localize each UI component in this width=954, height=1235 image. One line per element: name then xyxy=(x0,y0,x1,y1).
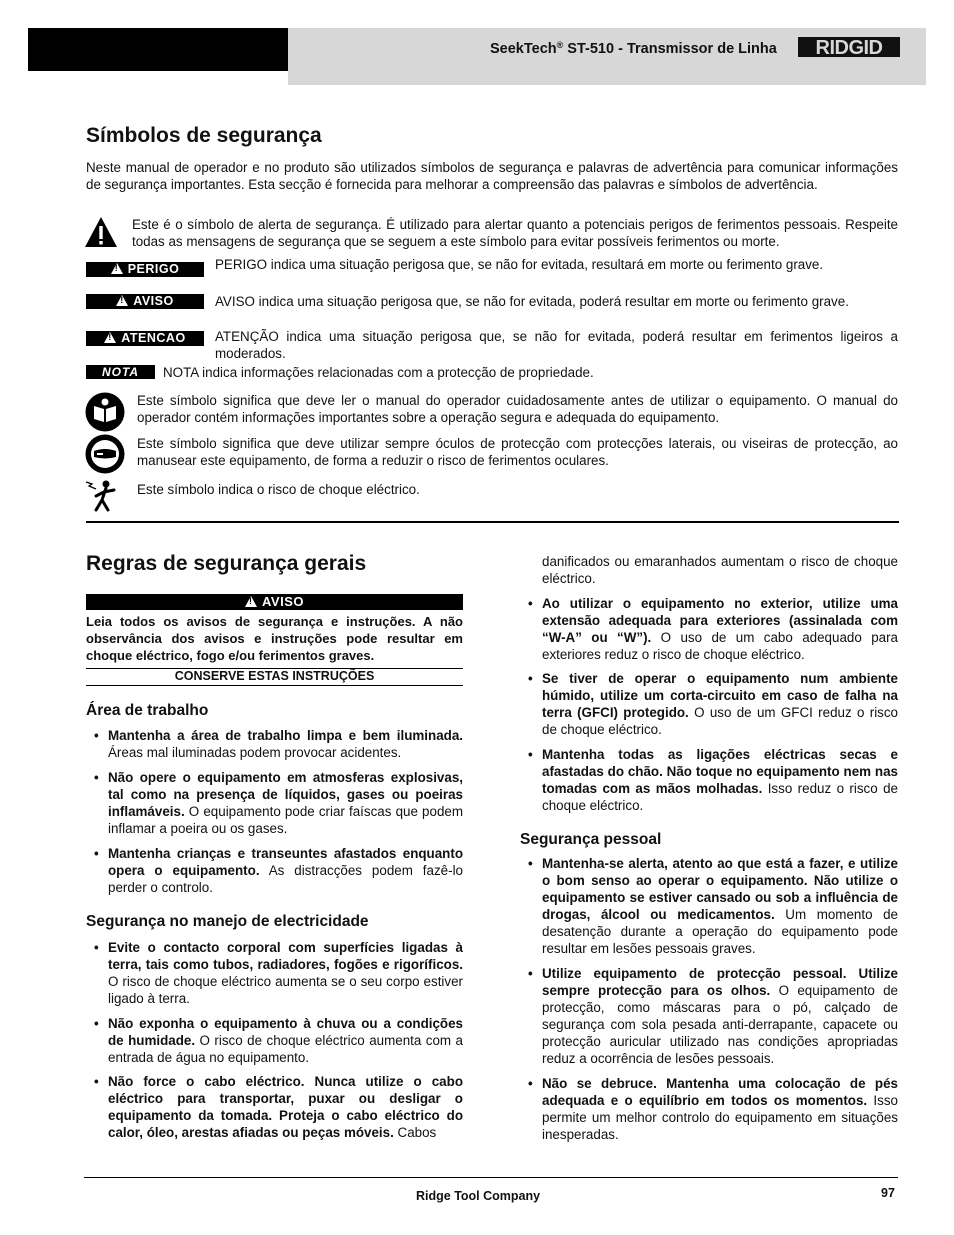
section-heading-symbols: Símbolos de segurança xyxy=(86,124,322,147)
list-item: • Mantenha-se alerta, atento ao que está a fazer, e utilize o bom senso ao operar o equipamento. Não utilize o equipamento se estiver cansado ou sob a influência de drogas, álcool ou medicamentos. Um momento de desatenção durante a operação do equipamento pode resultar em lesões pessoais graves. xyxy=(542,855,898,957)
section-divider xyxy=(86,521,899,523)
svg-text:RIDGID: RIDGID xyxy=(815,37,883,59)
continuation-text: danificados ou emaranhados aumentam o risco de choque eléctrico. xyxy=(542,554,898,586)
list-item: • Não opere o equipamento em atmosferas explosivas, tal como na presença de líquidos, gases ou poeiras inflamáveis. O equipamento pode criar faíscas que podem inflamar a poeira ou os gases. xyxy=(108,769,463,837)
eye-protection-icon xyxy=(85,434,125,474)
aviso-label: !AVISO xyxy=(86,294,204,309)
list-item: • Mantenha a área de trabalho limpa e bem iluminada. Áreas mal iluminadas podem provocar acidentes. xyxy=(108,727,463,761)
symbols-intro: Neste manual de operador e no produto são utilizados símbolos de segurança e palavras de advertência para comunicar informações de segurança importantes. Esta secção é fornecida para melhorar a compreensão das palavras e símbolos de advertência. xyxy=(86,160,898,192)
heading-work-area: Área de trabalho xyxy=(86,702,209,719)
document-title: SeekTech® ST-510 - Transmissor de Linha xyxy=(490,40,777,57)
goggles-symbol-text: Este símbolo significa que deve utilizar sempre óculos de protecção com protecções laterais, ou viseiras de protecção, ao manusear este equipamento, de forma a reduzir o risco de ferimentos oculares. xyxy=(137,436,898,468)
conserve-rule-bottom xyxy=(86,685,463,686)
atencao-text: ATENÇÃO indica uma situação perigosa que, se não for evitada, poderá resultar em ferimentos ligeiros a moderados. xyxy=(215,329,898,361)
nota-text: NOTA indica informações relacionadas com a protecção de propriedade. xyxy=(163,365,594,380)
section-heading-rules: Regras de segurança gerais xyxy=(86,552,367,575)
list-item: • Não se debruce. Mantenha uma colocação de pés adequada e o equilíbrio em todos os momentos. Isso permite um melhor controlo do equipamento em situações inesperadas. xyxy=(542,1075,898,1143)
read-manual-icon xyxy=(85,392,125,432)
electric-shock-icon xyxy=(84,476,124,514)
list-item: • Mantenha crianças e transeuntes afastados enquanto opera o equipamento. As distracções podem fazê-lo perder o controlo. xyxy=(108,845,463,896)
warning-triangle-icon xyxy=(104,332,116,343)
rules-warning-text: Leia todos os avisos de segurança e instruções. A não observância dos avisos e instruções pode resultar em choque eléctrico, fogo e/ou ferimentos graves. xyxy=(86,614,463,663)
conserve-instructions: CONSERVE ESTAS INSTRUÇÕES xyxy=(174,669,375,683)
list-item: • Ao utilizar o equipamento no exterior, utilize uma extensão adequada para exteriores (assinalada com “W-A” ou “W”). O uso de um cabo adequado para exteriores reduz o risco de choque eléctrico. xyxy=(542,595,898,663)
alert-symbol-text: Este é o símbolo de alerta de segurança. É utilizado para alertar quanto a potenciais perigos de ferimentos pessoais. Respeite todas as mensagens de segurança que se seguem a este símbolo para evitar possíveis ferimentos ou morte. xyxy=(132,217,898,249)
list-item: • Não force o cabo eléctrico. Nunca utilize o cabo eléctrico para transportar, puxar ou desligar o equipamento da tomada. Proteja o cabo eléctrico do calor, óleo, arestas afiadas ou peças móveis. Cabos xyxy=(108,1073,463,1141)
heading-personal-safety: Segurança pessoal xyxy=(520,831,662,848)
warning-triangle-icon xyxy=(111,263,123,274)
heading-electric-safety: Segurança no manejo de electricidade xyxy=(86,913,369,930)
shock-symbol-text: Este símbolo indica o risco de choque eléctrico. xyxy=(137,482,420,497)
rules-aviso-label: !AVISO xyxy=(86,594,463,610)
safety-alert-icon xyxy=(84,216,118,248)
atencao-label: !ATENCAO xyxy=(86,331,204,346)
page-number: 97 xyxy=(881,1186,895,1200)
list-item: • Evite o contacto corporal com superfícies ligadas à terra, tais como tubos, radiadores, fogões e rigoríficos. O risco de choque eléctrico aumenta se o seu corpo estiver ligado à terra. xyxy=(108,939,463,1007)
warning-triangle-icon xyxy=(116,295,128,306)
ridgid-logo xyxy=(798,34,900,60)
list-item: • Se tiver de operar o equipamento num ambiente húmido, utilize um corta-circuito em caso de falha na terra (GFCI) protegido. O uso de um GFCI reduz o risco de choque eléctrico. xyxy=(542,670,898,738)
list-item: • Utilize equipamento de protecção pessoal. Utilize sempre protecção para os olhos. O equipamento de protecção, como máscaras para o pó, calçado de segurança com sola pesada anti-derrapante, capacete ou protecção auricular utilizado nas condições apropriadas reduz a ocorrência de lesões pessoais. xyxy=(542,965,898,1067)
perigo-text: PERIGO indica uma situação perigosa que, se não for evitada, resultará em morte ou ferimento grave. xyxy=(215,257,824,272)
warning-triangle-icon xyxy=(245,596,257,607)
footer-rule xyxy=(84,1177,898,1178)
footer-company: Ridge Tool Company xyxy=(416,1189,541,1203)
header-black-bar xyxy=(28,28,290,71)
perigo-label: !PERIGO xyxy=(86,262,204,277)
list-item: • Não exponha o equipamento à chuva ou a condições de humidade. O risco de choque eléctrico aumenta com a entrada de água no equipamento. xyxy=(108,1015,463,1066)
aviso-text: AVISO indica uma situação perigosa que, se não for evitada, poderá resultar em morte ou ferimento grave. xyxy=(215,294,849,309)
list-item: • Mantenha todas as ligações eléctricas secas e afastadas do chão. Não toque no equipamento nem nas tomadas com as mãos molhadas. Isso reduz o risco de choque eléctrico. xyxy=(542,746,898,814)
nota-label: NOTA xyxy=(86,365,155,379)
manual-symbol-text: Este símbolo significa que deve ler o manual do operador cuidadosamente antes de utilizar o equipamento. O manual do operador contém informações importantes sobre a operação segura e adequada do equipamento. xyxy=(137,393,898,425)
